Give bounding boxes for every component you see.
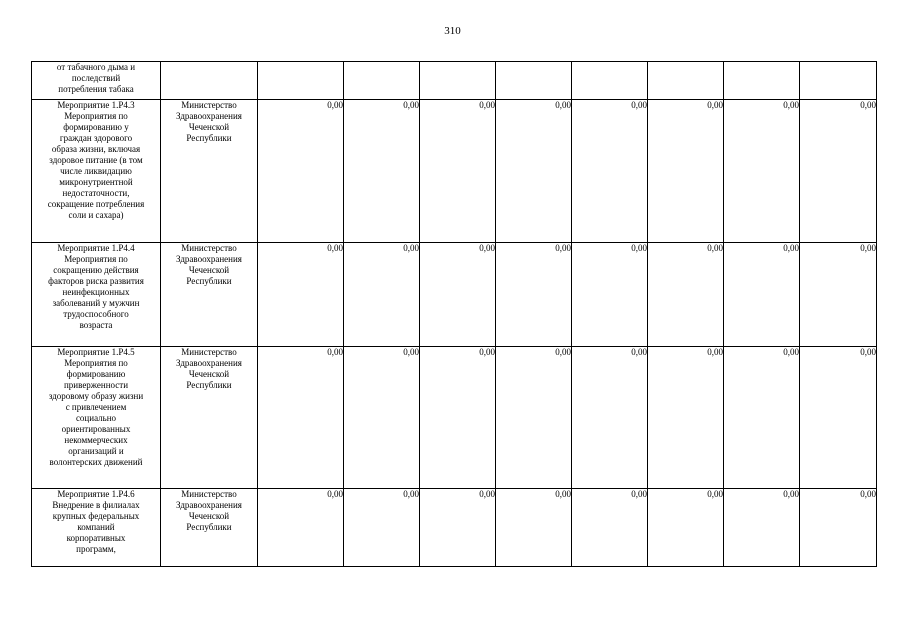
activity-cell: [32, 100, 161, 243]
value-cell: 0,00: [648, 347, 724, 489]
value-cell: 0,00: [648, 100, 724, 243]
table-row: [32, 347, 877, 489]
table-row: [32, 100, 877, 243]
agency-cell: [161, 243, 258, 347]
value-cell: 0,00: [800, 347, 877, 489]
activity-cell: [32, 489, 161, 567]
agency-text: Министерство Здравоохранения Чеченской Республики: [176, 489, 242, 532]
value-cell: 0,00: [724, 347, 800, 489]
value-cell: 0,00: [258, 347, 344, 489]
value-cell: 0,00: [800, 489, 877, 567]
value-cell: 0,00: [648, 489, 724, 567]
value-cell: [572, 62, 648, 100]
value-cell: 0,00: [572, 100, 648, 243]
value-cell: 0,00: [344, 100, 420, 243]
value-cell: 0,00: [258, 489, 344, 567]
value-cell: 0,00: [800, 243, 877, 347]
agency-cell: [161, 100, 258, 243]
value-cell: 0,00: [572, 347, 648, 489]
value-cell: 0,00: [724, 489, 800, 567]
value-cell: 0,00: [344, 489, 420, 567]
table-row: [32, 62, 877, 100]
agency-cell: [161, 62, 258, 100]
value-cell: 0,00: [496, 347, 572, 489]
value-cell: 0,00: [344, 347, 420, 489]
value-cell: [344, 62, 420, 100]
value-cell: 0,00: [420, 489, 496, 567]
value-cell: [648, 62, 724, 100]
value-cell: 0,00: [496, 489, 572, 567]
activity-text: от табачного дыма и последствий потребления табака: [56, 62, 136, 94]
value-cell: 0,00: [572, 489, 648, 567]
value-cell: 0,00: [344, 243, 420, 347]
value-cell: 0,00: [420, 243, 496, 347]
agency-cell: [161, 347, 258, 489]
value-cell: 0,00: [800, 100, 877, 243]
agency-text: Министерство Здравоохранения Чеченской Республики: [176, 100, 242, 143]
activity-cell: [32, 62, 161, 100]
activity-cell: [32, 347, 161, 489]
value-cell: 0,00: [496, 243, 572, 347]
value-cell: [496, 62, 572, 100]
agency-text: Министерство Здравоохранения Чеченской Республики: [176, 347, 242, 390]
value-cell: 0,00: [724, 100, 800, 243]
value-cell: 0,00: [258, 100, 344, 243]
table-row: [32, 243, 877, 347]
activity-cell: [32, 243, 161, 347]
value-cell: [420, 62, 496, 100]
value-cell: 0,00: [420, 100, 496, 243]
activity-text: Мероприятие 1.Р4.4 Мероприятия по сокращению действия факторов риска развития неинфекционных заболеваний у мужчин трудоспособного возраста: [48, 243, 144, 330]
value-cell: 0,00: [496, 100, 572, 243]
value-cell: 0,00: [258, 243, 344, 347]
page-number: 310: [444, 25, 461, 37]
value-cell: [800, 62, 877, 100]
value-cell: 0,00: [420, 347, 496, 489]
activity-text: Мероприятие 1.Р4.6 Внедрение в филиалах крупных федеральных компаний корпоративных программ,: [52, 489, 140, 554]
activity-text: Мероприятие 1.Р4.5 Мероприятия по формированию приверженности здоровому образу жизни с привлечением социально ориентированных некоммерческих организаций и волонтерских движений: [48, 347, 144, 467]
agency-cell: [161, 489, 258, 567]
value-cell: 0,00: [648, 243, 724, 347]
value-cell: [724, 62, 800, 100]
value-cell: 0,00: [572, 243, 648, 347]
table-row: [32, 489, 877, 567]
activity-text: Мероприятие 1.Р4.3 Мероприятия по формированию у граждан здорового образа жизни, включая здоровое питание (в том числе ликвидацию микронутриентной недостаточности, сокращение потребления соли и сахара): [47, 100, 145, 220]
agency-text: Министерство Здравоохранения Чеченской Республики: [176, 243, 242, 286]
program-table: [31, 61, 877, 567]
value-cell: [258, 62, 344, 100]
value-cell: 0,00: [724, 243, 800, 347]
